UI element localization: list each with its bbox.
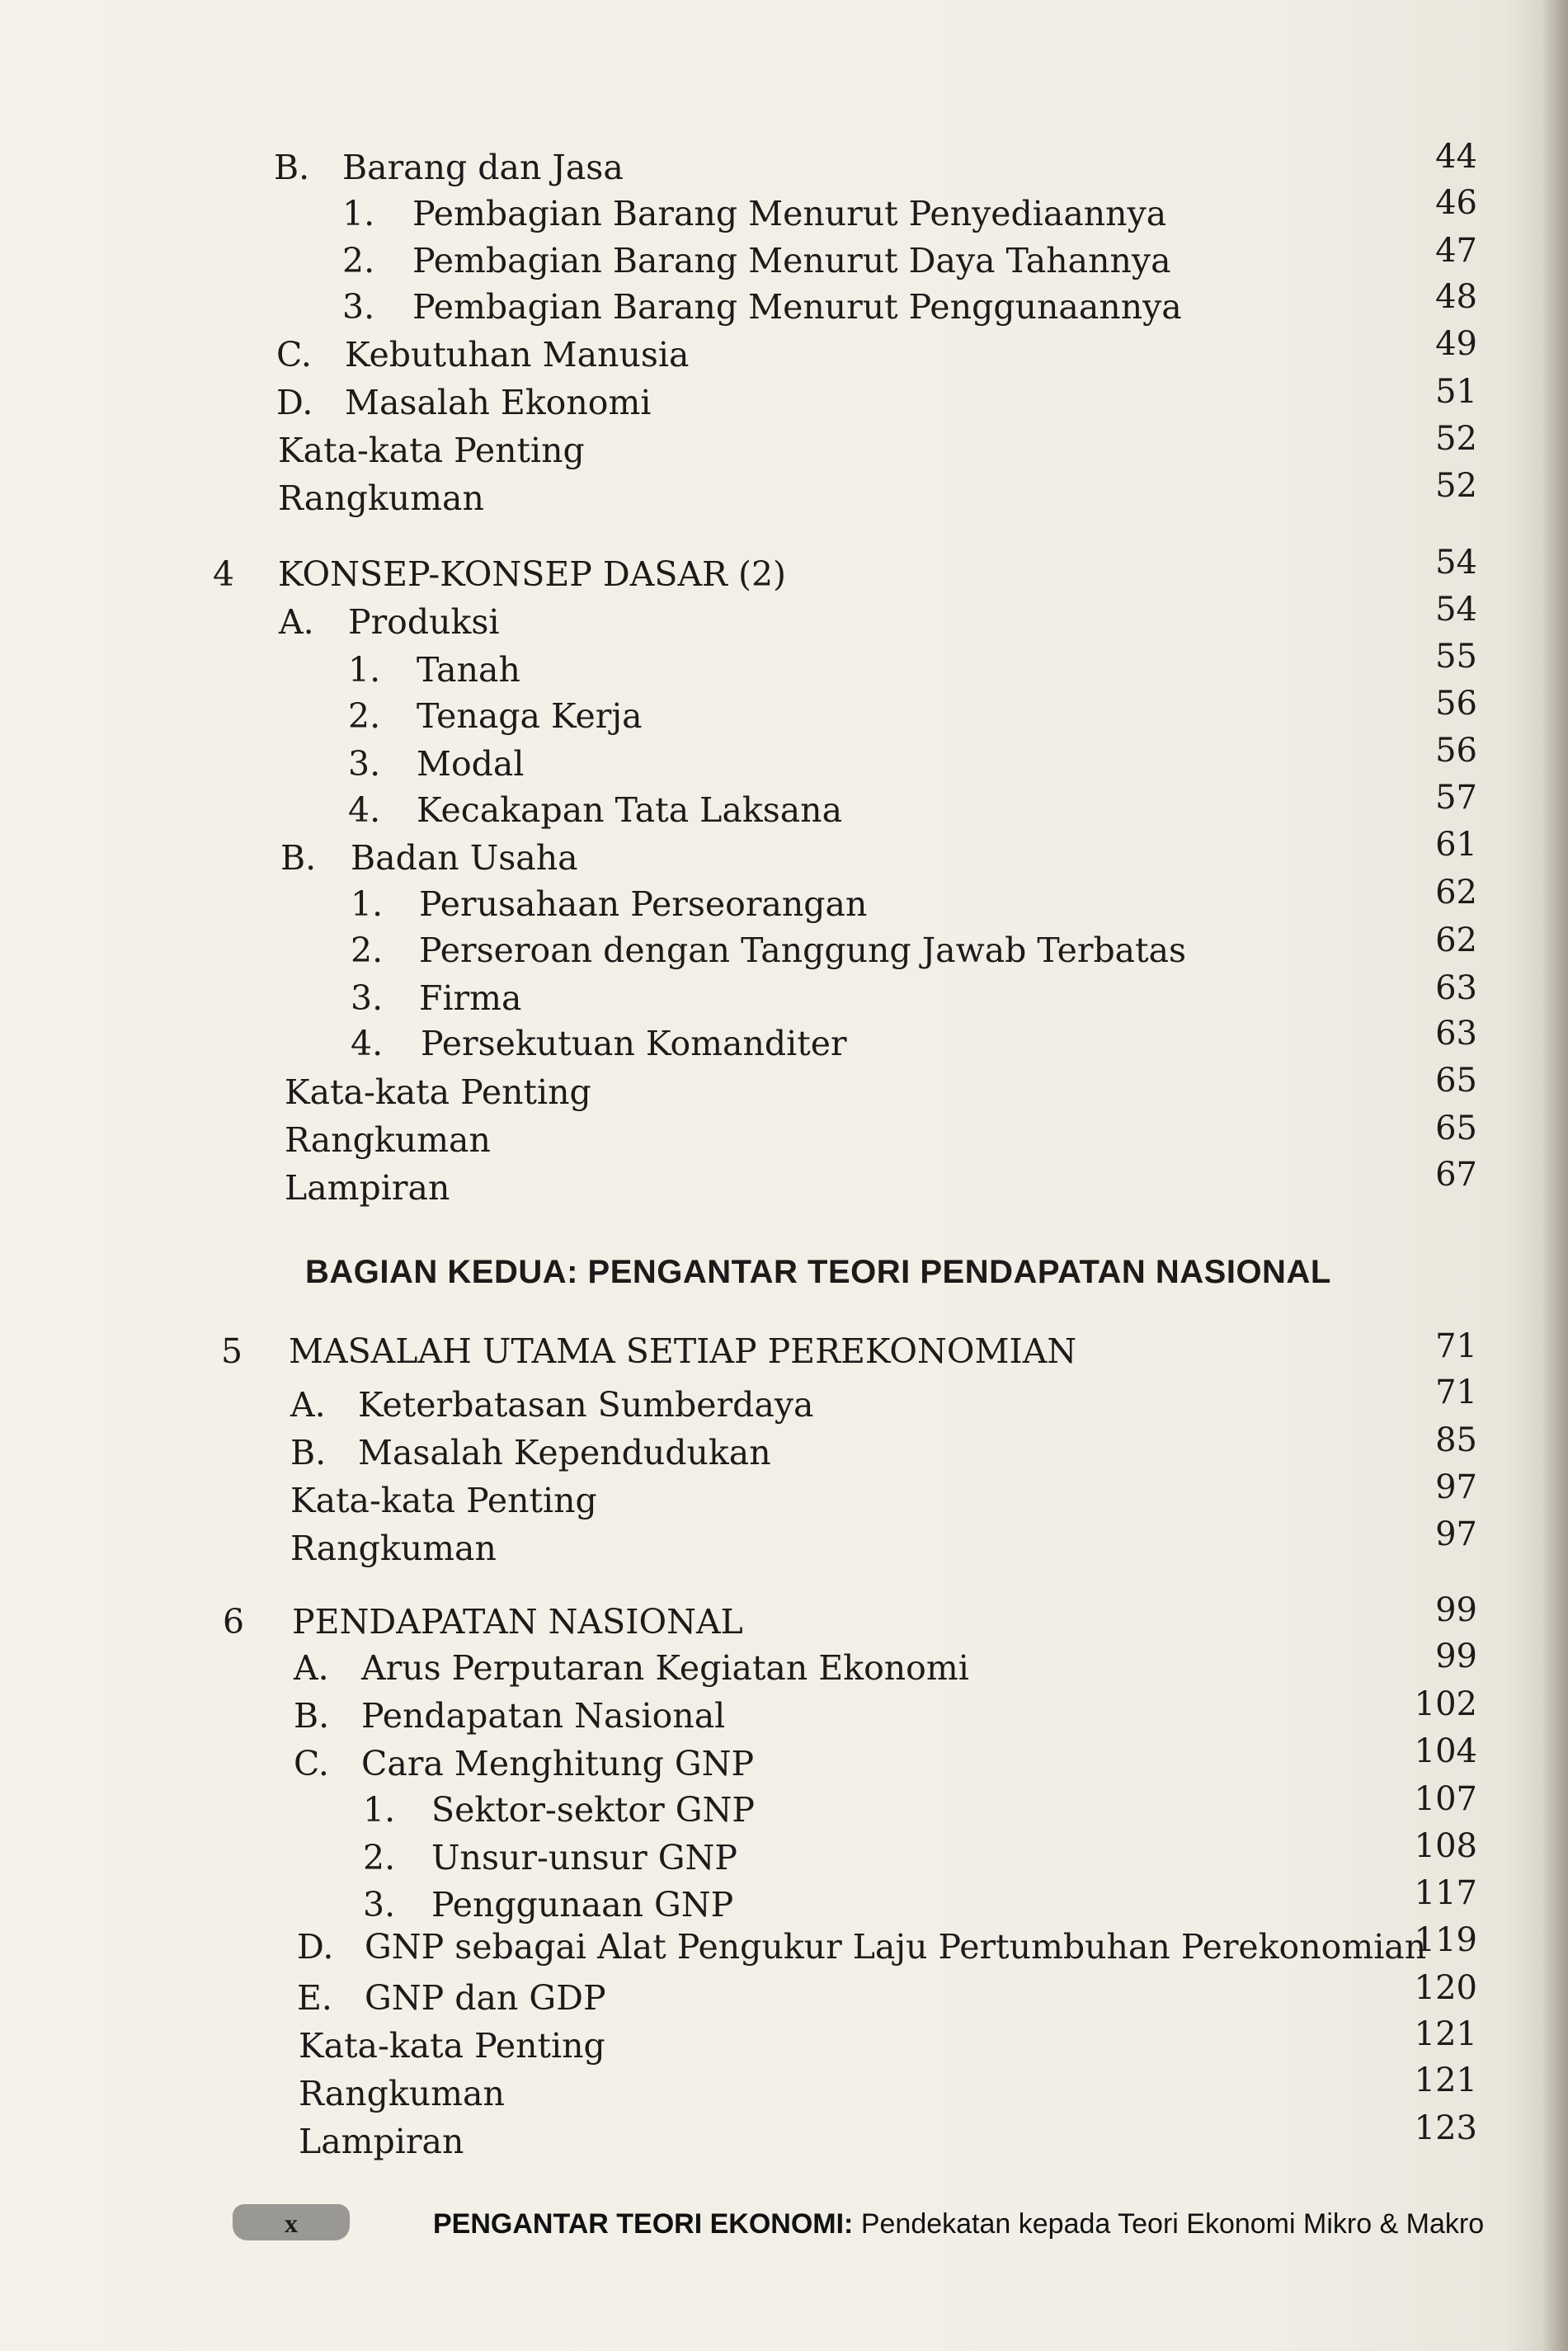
running-footer: [433, 2201, 1484, 2247]
toc-page-number: 65: [1435, 1110, 1477, 1147]
toc-page-number: 52: [1435, 467, 1477, 505]
toc-page-number: 107: [1414, 1780, 1477, 1818]
toc-prefix: E.: [297, 1978, 332, 2018]
toc-page-number: 119: [1414, 1921, 1477, 1959]
toc-label: Lampiran: [285, 1168, 450, 1208]
toc-page-number: 65: [1435, 1062, 1477, 1100]
toc-label: Persekutuan Komanditer: [421, 1024, 847, 1063]
chapter-number: 5: [221, 1331, 243, 1371]
toc-page-number: 67: [1435, 1156, 1477, 1194]
toc-label: Rangkuman: [285, 1120, 491, 1160]
toc-label: Kata-kata Penting: [285, 1072, 591, 1112]
toc-page-number: 117: [1414, 1874, 1477, 1912]
toc-label: Badan Usaha: [351, 838, 578, 878]
toc-prefix: B.: [274, 148, 310, 187]
toc-prefix: 3.: [348, 744, 381, 784]
chapter-number: 6: [223, 1602, 245, 1642]
toc-prefix: C.: [276, 335, 312, 375]
toc-page-number: 56: [1435, 732, 1477, 770]
toc-label: Kata-kata Penting: [290, 1481, 597, 1520]
toc-label: Kata-kata Penting: [299, 2026, 605, 2066]
toc-page-number: 99: [1435, 1591, 1477, 1629]
toc-prefix: D.: [276, 383, 313, 422]
toc-prefix: 2.: [342, 241, 375, 280]
toc-prefix: 3.: [342, 287, 375, 327]
toc-prefix: 1.: [342, 194, 375, 233]
toc-label: Kecakapan Tata Laksana: [417, 790, 843, 830]
toc-label: Tenaga Kerja: [417, 696, 643, 736]
toc-page-number: 54: [1435, 544, 1477, 582]
page-footer: [0, 2201, 1568, 2250]
toc-prefix: B.: [280, 838, 317, 878]
toc-page-number: 102: [1414, 1685, 1477, 1723]
toc-prefix: D.: [297, 1927, 334, 1967]
toc-label: GNP dan GDP: [365, 1978, 606, 2018]
toc-label: Kebutuhan Manusia: [345, 335, 690, 375]
chapter-title: MASALAH UTAMA SETIAP PEREKONOMIAN: [289, 1331, 1077, 1371]
toc-page-number: 48: [1435, 278, 1477, 316]
toc-label: Sektor-sektor GNP: [431, 1790, 755, 1830]
toc-label: Perseroan dengan Tanggung Jawab Terbatas: [419, 931, 1187, 970]
toc-page-number: 108: [1414, 1827, 1477, 1865]
toc-prefix: B.: [290, 1433, 327, 1472]
toc-label: Modal: [417, 744, 525, 784]
toc-page-number: 123: [1414, 2109, 1477, 2147]
part-heading: BAGIAN KEDUA: PENGANTAR TEORI PENDAPATAN NASIONAL: [305, 1254, 1331, 1290]
chapter-number: 4: [213, 554, 235, 594]
toc-page-number: 55: [1435, 638, 1477, 676]
toc-page-number: 104: [1414, 1732, 1477, 1770]
toc-label: Lampiran: [299, 2122, 464, 2161]
toc-label: Barang dan Jasa: [342, 148, 624, 187]
toc-page-number: 71: [1435, 1373, 1477, 1411]
toc-page-number: 63: [1435, 969, 1477, 1007]
toc-label: Rangkuman: [290, 1529, 497, 1568]
page-marker: x: [233, 2204, 350, 2240]
toc-page-number: 97: [1435, 1468, 1477, 1506]
toc-label: Rangkuman: [278, 478, 484, 518]
toc-prefix: 2.: [348, 696, 381, 736]
toc-page-number: 61: [1435, 826, 1477, 864]
chapter-title: PENDAPATAN NASIONAL: [292, 1602, 743, 1642]
toc-page-number: 121: [1414, 2015, 1477, 2053]
toc-label: Pembagian Barang Menurut Penyediaannya: [412, 194, 1167, 233]
toc-page-number: 62: [1435, 874, 1477, 912]
toc-prefix: B.: [294, 1696, 330, 1736]
toc-page-number: 51: [1435, 373, 1477, 411]
toc-prefix: 1.: [351, 884, 384, 924]
toc-page-number: 52: [1435, 420, 1477, 458]
toc-prefix: 4.: [351, 1024, 384, 1063]
toc-label: Masalah Ekonomi: [345, 383, 652, 422]
toc-page-number: 120: [1414, 1969, 1477, 2007]
toc-page-number: 62: [1435, 921, 1477, 959]
toc-label: Tanah: [417, 650, 520, 690]
toc-prefix: 2.: [363, 1838, 396, 1878]
toc-label: Pembagian Barang Menurut Daya Tahannya: [412, 241, 1171, 280]
toc-prefix: 3.: [351, 978, 384, 1018]
toc-page-number: 57: [1435, 779, 1477, 817]
toc-label: Cara Menghitung GNP: [361, 1744, 755, 1783]
toc-prefix: A.: [279, 602, 314, 642]
book-subtitle: Pendekatan kepada Teori Ekonomi Mikro & Makro: [860, 2208, 1485, 2240]
toc-page-number: 71: [1435, 1327, 1477, 1365]
toc-page-number: 46: [1435, 184, 1477, 222]
toc-prefix: 4.: [348, 790, 381, 830]
toc-page-number: 63: [1435, 1015, 1477, 1053]
toc-label: Perusahaan Perseorangan: [419, 884, 868, 924]
toc-page-number: 49: [1435, 325, 1477, 363]
toc-label: Penggunaan GNP: [431, 1885, 734, 1925]
toc-page-number: 47: [1435, 232, 1477, 270]
toc-prefix: 1.: [363, 1790, 396, 1830]
toc-page-number: 44: [1435, 138, 1477, 176]
toc-page-number: 56: [1435, 685, 1477, 723]
toc-label: Arus Perputaran Kegiatan Ekonomi: [361, 1648, 969, 1688]
toc-prefix: 1.: [348, 650, 381, 690]
toc-label: Unsur-unsur GNP: [431, 1838, 737, 1878]
toc-label: Firma: [419, 978, 522, 1018]
toc-prefix: A.: [290, 1385, 326, 1425]
toc-prefix: 3.: [363, 1885, 396, 1925]
toc-label: Pendapatan Nasional: [361, 1696, 726, 1736]
book-title: PENGANTAR TEORI EKONOMI:: [433, 2208, 854, 2240]
toc-label: Keterbatasan Sumberdaya: [358, 1385, 814, 1425]
toc-label: Pembagian Barang Menurut Penggunaannya: [412, 287, 1182, 327]
toc-label: Masalah Kependudukan: [358, 1433, 771, 1472]
toc-prefix: A.: [294, 1648, 329, 1688]
toc-prefix: 2.: [351, 931, 384, 970]
toc-page-number: 99: [1435, 1637, 1477, 1675]
toc-page-number: 54: [1435, 591, 1477, 629]
toc-page-number: 97: [1435, 1515, 1477, 1553]
toc-page-number: 85: [1435, 1421, 1477, 1459]
toc-label: GNP sebagai Alat Pengukur Laju Pertumbuhan Perekonomian: [365, 1927, 1427, 1967]
toc-label: Produksi: [348, 602, 500, 642]
chapter-title: KONSEP-KONSEP DASAR (2): [278, 554, 787, 594]
toc-page-number: 121: [1414, 2061, 1477, 2099]
toc-prefix: C.: [294, 1744, 329, 1783]
toc-label: Rangkuman: [299, 2074, 505, 2113]
toc-label: Kata-kata Penting: [278, 431, 585, 470]
